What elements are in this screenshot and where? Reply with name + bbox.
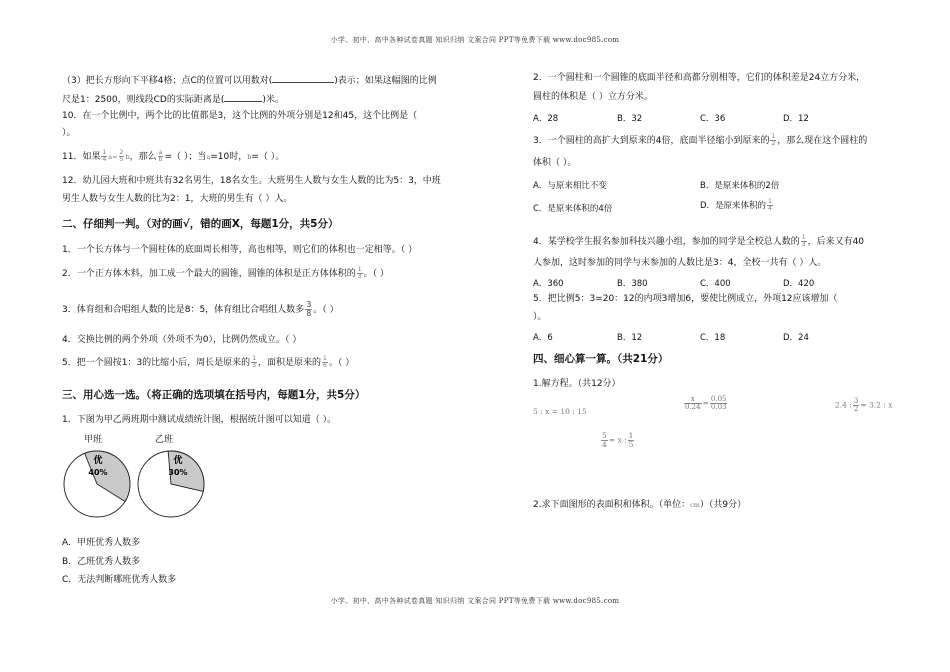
fraction <box>305 301 312 318</box>
choice-3-text-b: ，那么现在这个圆柱的 <box>777 136 868 146</box>
equation-3-text-a: 2.4 : <box>835 400 852 410</box>
fraction <box>770 134 776 147</box>
unit-cm: cm <box>690 501 700 509</box>
fraction <box>601 432 608 449</box>
equation-4 <box>600 432 635 449</box>
choice-5-option-c[interactable]: C．18 <box>700 333 726 343</box>
judge-5-text-a: 5．把一个圆按1：3的比缩小后，周长是原来的 <box>62 358 251 368</box>
fraction <box>684 396 702 411</box>
q11-text-d: =10时， <box>210 152 248 162</box>
fraction <box>853 398 859 413</box>
equals-sign: = <box>702 398 709 408</box>
q11-text-b: ，那么 <box>129 152 157 162</box>
section-2-title: 二、仔细判一判。（对的画√，错的画X，每题1分，共5分） <box>62 218 339 230</box>
fraction-numerator: 1 <box>252 355 257 362</box>
choice-3-line2: 体积（ ）。 <box>533 158 577 168</box>
sub-2-title <box>533 500 746 511</box>
choice-4-line1 <box>533 235 864 248</box>
q10-line1: 10．在一个比例中，两个比的比值都是3，这个比例的外项分别是12和45，这个比例是（ <box>62 111 418 121</box>
answer-blank[interactable] <box>224 92 262 102</box>
equation-3 <box>835 398 892 413</box>
choice-1: 1．下图为甲乙两班期中测试成绩统计图，根据统计图可以知道（ ）。 <box>62 415 337 425</box>
fraction-numerator: 1 <box>102 149 107 156</box>
fraction-numerator: 5 <box>602 431 607 440</box>
fraction-denominator: 0.03 <box>710 403 727 411</box>
fraction-denominator: 8 <box>306 309 312 318</box>
choice-2-line1: 2．一个圆柱和一个圆锥的底面半径和高都分别相等，它们的体积差是24立方分米， <box>533 73 866 83</box>
q9-text-d: )米。 <box>262 95 284 105</box>
fraction-numerator: 0.05 <box>710 395 727 403</box>
judge-2-text-a: 2．一个正方体木料，加工成一个最大的圆锥，圆锥的体积是正方体体积的 <box>62 269 356 279</box>
fraction <box>158 150 164 163</box>
q11-text-c: =（ ）；当 <box>164 152 207 162</box>
choice-3-option-b[interactable]: B．是原来体积的2倍 <box>700 181 780 191</box>
choice-4-option-d[interactable]: D．420 <box>783 279 815 289</box>
equation-3-text-b: = 3.2 : x <box>860 400 893 410</box>
choice-1-option-a[interactable]: A．甲班优秀人数多 <box>62 538 141 548</box>
fraction-denominator: 2 <box>853 405 859 413</box>
fraction-denominator: 3 <box>252 362 257 369</box>
judge-3-text-b: 。（ ） <box>313 305 339 315</box>
sub-2-text-a: 2.求下面图形的表面积和体积。（单位： <box>533 500 691 510</box>
judge-2 <box>62 267 389 280</box>
variable-a: a <box>108 153 113 161</box>
q9-text-b: )表示；如果这幅图的比例 <box>334 76 437 86</box>
choice-3-option-c[interactable]: C．是原来体积的4倍 <box>533 204 613 214</box>
choice-5-option-b[interactable]: B．12 <box>617 333 643 343</box>
fraction-numerator: 1 <box>357 266 362 273</box>
fraction-numerator: a <box>158 149 163 156</box>
fraction-numerator: 1 <box>628 431 634 440</box>
pie-1-title: 甲班 <box>84 435 103 445</box>
equation-2 <box>683 396 728 411</box>
fraction-numerator: 1 <box>768 198 772 205</box>
judge-2-text-b: 。（ ） <box>363 269 389 279</box>
fraction-numerator: 3 <box>306 300 312 309</box>
fraction-denominator: 6 <box>323 362 327 369</box>
choice-4-line2: 人参加，这时参加的同学与未参加的人数比是3：4，全校一共有（ ）人。 <box>533 258 827 268</box>
variable-b: b <box>125 153 130 161</box>
choice-3-option-d[interactable] <box>700 199 774 212</box>
q9-line1 <box>62 73 437 87</box>
section-3-title: 三、用心选一选。（将正确的选项填在括号内，每题1分，共5分） <box>62 389 366 401</box>
q10-line2: ）。 <box>62 128 76 138</box>
choice-2-option-c[interactable]: C．36 <box>700 114 726 124</box>
judge-1: 1．一个长方体与一个圆柱体的底面周长相等，高也相等，则它们的体积也一定相等。（ ） <box>62 245 418 255</box>
fraction-denominator: 5 <box>119 156 124 163</box>
fraction <box>767 199 773 212</box>
choice-3-text-a: 3．一个圆柱的高扩大到原来的4倍，底面半径缩小到原来的 <box>533 136 770 146</box>
pie-2-title: 乙班 <box>155 435 174 445</box>
page-footer: 小学、初中、高中各种试卷真题 知识归纳 文案合同 PPT等免费下载 www.doc985.com <box>330 597 620 605</box>
choice-3-line1 <box>533 134 867 147</box>
fraction-denominator: b <box>158 156 163 163</box>
equation-1: 5 : x = 10 : 15 <box>533 407 587 416</box>
fraction-numerator: 2 <box>119 149 124 156</box>
choice-5-option-a[interactable]: A．6 <box>533 333 553 343</box>
equation-4-mid: = x : <box>608 435 627 445</box>
fraction <box>801 235 807 248</box>
judge-5 <box>62 356 354 369</box>
pie-2-slice-percent: 30% <box>168 468 188 477</box>
choice-1-option-b[interactable]: B．乙班优秀人数多 <box>62 557 141 567</box>
page-header: 小学、初中、高中各种试卷真题 知识归纳 文案合同 PPT等免费下载 www.doc985.com <box>330 36 620 44</box>
fraction <box>119 150 125 163</box>
judge-5-text-c: 。（ ） <box>328 358 355 368</box>
choice-3-option-d-text: D．是原来体积的 <box>700 201 767 211</box>
choice-4-option-c[interactable]: C．400 <box>700 279 731 289</box>
fraction <box>357 267 363 280</box>
fraction-numerator: 1 <box>323 355 327 362</box>
fraction <box>628 432 635 449</box>
choice-5-line2: ）。 <box>533 312 547 322</box>
judge-4: 4．交换比例的两个外项（外项不为0），比例仍然成立。（ ） <box>62 335 302 345</box>
fraction-denominator: 0.24 <box>685 403 701 411</box>
sub-1-title: 1.解方程。（共12分） <box>533 379 621 389</box>
fraction <box>251 356 257 369</box>
choice-2-line2: 圆柱的体积是（ ）立方分米。 <box>533 92 653 102</box>
fraction <box>322 356 328 369</box>
q11-text-e: =（ ）。 <box>251 152 285 162</box>
judge-5-text-b: ，面积是原来的 <box>258 358 322 368</box>
pie-1-slice-label: 优 <box>93 456 103 466</box>
choice-2-option-a[interactable]: A．28 <box>533 114 559 124</box>
pie-2-slice-label: 优 <box>173 456 183 466</box>
choice-2-option-d[interactable]: D．12 <box>783 114 809 124</box>
fraction-numerator: 1 <box>801 234 806 241</box>
variable-a: a <box>206 153 211 161</box>
choice-3-option-a[interactable]: A．与原来相比不变 <box>533 181 607 191</box>
sub-2-text-b: ）（共9分） <box>699 500 747 510</box>
choice-4-option-a[interactable]: A．360 <box>533 279 564 289</box>
fraction-numerator: 1 <box>771 133 776 140</box>
judge-3-text-a: 3．体育组和合唱组人数的比是8：5，体育组比合唱组人数多 <box>62 305 305 315</box>
fraction-denominator: 4 <box>768 205 772 212</box>
choice-5-option-d[interactable]: D．24 <box>783 333 809 343</box>
q11-text-a: 11．如果 <box>62 152 101 162</box>
fraction-numerator: 3 <box>853 397 859 405</box>
choice-4-text-a: 4．某学校学生报名参加科技兴趣小组，参加的同学是全校总人数的 <box>533 237 800 247</box>
q12-line2: 男生人数与女生人数的比为2：1，大班的男生有（ ）人。 <box>62 194 293 204</box>
fraction-denominator: 5 <box>628 440 634 449</box>
fraction-denominator: 3 <box>357 273 362 280</box>
fraction-denominator: 4 <box>602 440 607 449</box>
fraction-denominator: 4 <box>102 156 107 163</box>
q12-line1: 12．幼儿园大班和中班共有32名男生，18名女生。大班男生人数与女生人数的比为5：3，中班 <box>62 176 441 186</box>
section-4-title: 四、细心算一算。（共21分） <box>533 353 669 365</box>
choice-2-option-b[interactable]: B．32 <box>617 114 643 124</box>
choice-4-text-b: ，后来又有40 <box>807 237 865 247</box>
answer-blank[interactable] <box>272 73 334 83</box>
q9-text-a: （3）把长方形向下平移4格；点C的位置可以用数对( <box>62 76 273 86</box>
fraction <box>101 150 107 163</box>
pie-1-slice-percent: 40% <box>88 468 108 477</box>
fraction-denominator: 2 <box>771 140 776 147</box>
choice-1-option-c[interactable]: C．无法判断哪班优秀人数多 <box>62 575 177 585</box>
judge-3 <box>62 301 339 318</box>
q9-line2 <box>62 92 284 106</box>
pie-charts <box>58 443 218 525</box>
fraction-denominator: 3 <box>801 241 806 248</box>
q11 <box>62 150 284 163</box>
choice-4-option-b[interactable]: B．380 <box>617 279 648 289</box>
fraction-numerator: x <box>684 396 702 404</box>
equals-sign: = <box>112 153 118 161</box>
fraction <box>710 396 728 411</box>
q9-text-c: 尺是1：2500，则线段CD的实际距离是( <box>62 95 225 105</box>
variable-b: b <box>247 153 252 161</box>
choice-5-line1: 5．把比例5：3=20：12的内项3增加6，要使比例成立，外项12应该增加（ <box>533 294 838 304</box>
